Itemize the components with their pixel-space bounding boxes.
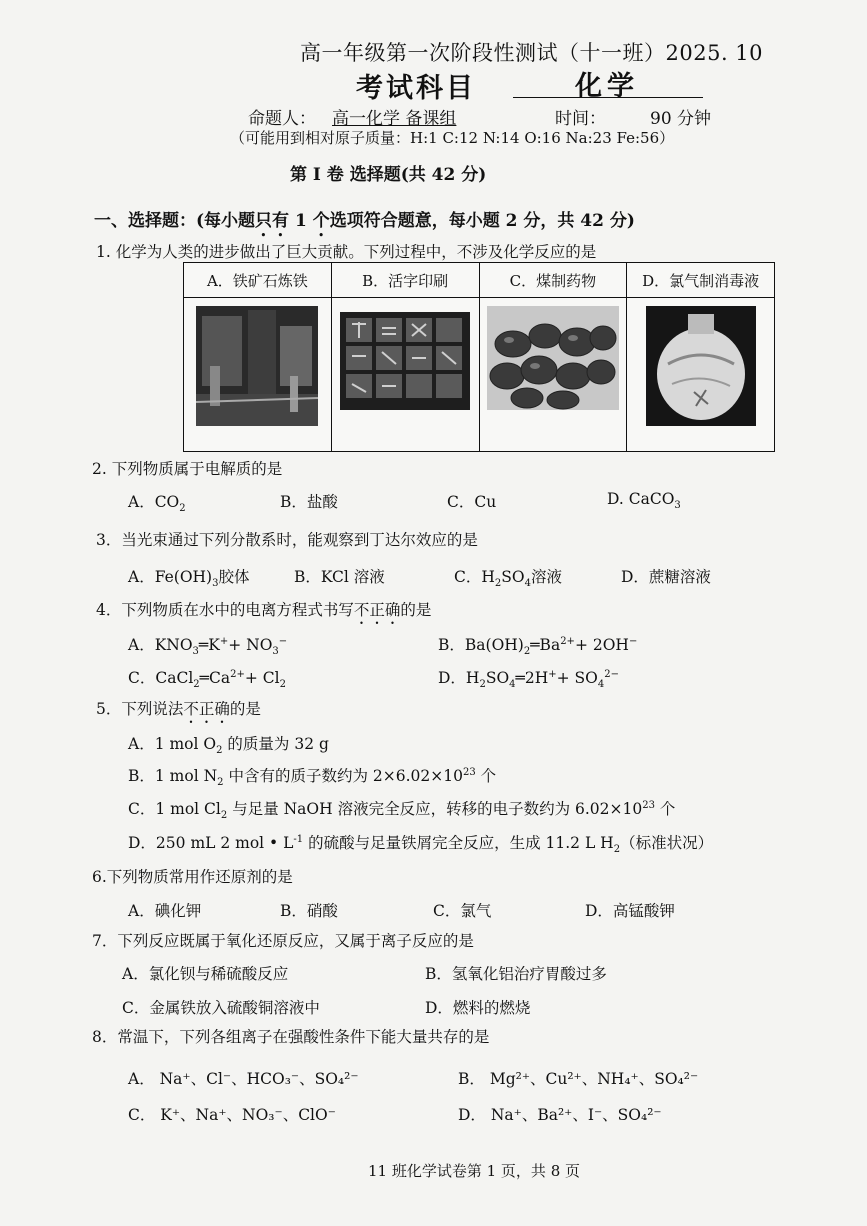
disinfectant-bottle-photo: [646, 306, 756, 426]
q1-option-c[interactable]: [480, 263, 628, 451]
volume-title: 第 I 卷 选择题(共 42 分): [290, 165, 487, 185]
q8-option-a[interactable]: A． Na⁺、Cl⁻、HCO₃⁻、SO₄²⁻: [128, 1070, 359, 1088]
q7-option-c[interactable]: C．金属铁放入硫酸铜溶液中: [122, 999, 320, 1017]
part-heading: 一、选择题：(每小题只有 1 个选项符合题意，每小题 2 分，共 42 分): [94, 211, 635, 231]
q7-option-d[interactable]: D．燃料的燃烧: [425, 999, 531, 1017]
q5-option-c[interactable]: C．1 mol $Cl_2$ 与足量 NaOH 溶液完全反应，转移的电子数约为 $6.02\times 10^{23}$ 个: [128, 799, 676, 822]
q2-option-d[interactable]: D. CaCO$_3$: [607, 490, 681, 512]
q2-option-a[interactable]: A．$CO_2$: [128, 493, 186, 515]
q4-option-b[interactable]: B．$Ba(OH)_2═Ba^{2+}+ 2OH^-$: [438, 635, 638, 658]
author-name: 高一化学 备课组: [332, 109, 457, 129]
iron-smelting-photo: [196, 306, 318, 426]
q1-option-a-label: A．铁矿石炼铁: [184, 263, 331, 298]
q8-option-b[interactable]: B． Mg²⁺、Cu²⁺、NH₄⁺、SO₄²⁻: [458, 1070, 699, 1088]
q1-option-d[interactable]: [627, 263, 774, 451]
q6-option-a[interactable]: A．碘化钾: [128, 902, 202, 920]
q7-option-b[interactable]: B．氢氧化铝治疗胃酸过多: [425, 965, 607, 983]
atomic-masses: （可能用到相对原子质量：H:1 C:12 N:14 O:16 Na:23 Fe:56）: [230, 129, 675, 147]
subject-underline: [513, 97, 703, 98]
coal-photo: [487, 306, 619, 410]
time-label: 时间：: [555, 109, 606, 129]
question-5-stem: 5．下列说法不正确的是: [96, 700, 261, 718]
q1-option-a[interactable]: [184, 263, 332, 451]
q6-option-b[interactable]: B．硝酸: [280, 902, 338, 920]
q8-option-d[interactable]: D． Na⁺、Ba²⁺、I⁻、SO₄²⁻: [458, 1106, 662, 1124]
author-label: 命题人：: [248, 109, 316, 129]
q4-option-c[interactable]: C．$CaCl_2═Ca^{2+}+ Cl_2$: [128, 668, 286, 691]
q1-option-b[interactable]: [332, 263, 480, 451]
q7-option-a[interactable]: A．氯化钡与稀硫酸反应: [122, 965, 289, 983]
q8-option-c[interactable]: C． K⁺、Na⁺、NO₃⁻、ClO⁻: [128, 1106, 336, 1124]
question-1-table: [183, 262, 775, 452]
question-2-stem: 2. 下列物质属于电解质的是: [92, 460, 283, 478]
q3-option-d[interactable]: D．蔗糖溶液: [621, 568, 711, 586]
q2-option-b[interactable]: B．盐酸: [280, 493, 338, 511]
question-4-stem: 4．下列物质在水中的电离方程式书写不正确的是: [96, 601, 432, 619]
q1-option-c-label: C．煤制药物: [480, 263, 627, 298]
question-3-stem: 3．当光束通过下列分散系时，能观察到丁达尔效应的是: [96, 531, 478, 549]
q4-option-a[interactable]: A．$KNO_3═K^++ NO_3^-$: [128, 635, 288, 658]
q4-option-d[interactable]: D．$H_2SO_4═2H^++ SO_4^{2-}$: [438, 668, 620, 691]
q3-option-a[interactable]: A．$Fe(OH)_3$胶体: [128, 568, 250, 590]
q1-option-b-label: B．活字印刷: [332, 263, 479, 298]
q1-option-d-label: D．氯气制消毒液: [627, 263, 774, 298]
question-1-stem: 1. 化学为人类的进步做出了巨大贡献。下列过程中，不涉及化学反应的是: [96, 243, 597, 261]
q5-option-d[interactable]: D．250 mL 2 mol • $L^{-1}$ 的硫酸与足量铁屑完全反应，生成 11.2 L $H_2$（标准状况）: [128, 833, 714, 856]
exam-title: 高一年级第一次阶段性测试（十一班）2025. 10: [300, 41, 764, 65]
subject-label: 考试科目: [356, 73, 476, 104]
time-value: 90 分钟: [650, 109, 712, 129]
q2-option-c[interactable]: C．Cu: [447, 493, 497, 511]
q5-option-b[interactable]: B．1 mol $N_2$ 中含有的质子数约为 $2\times 6.02\times 10^{23}$ 个: [128, 766, 497, 789]
movable-type-photo: [340, 306, 470, 416]
q3-option-b[interactable]: B．KCl 溶液: [294, 568, 385, 586]
question-7-stem: 7．下列反应既属于氧化还原反应，又属于离子反应的是: [92, 932, 474, 950]
q5-option-a[interactable]: A．1 mol $O_2$ 的质量为 32 g: [128, 735, 329, 757]
question-6-stem: 6.下列物质常用作还原剂的是: [92, 868, 293, 886]
question-8-stem: 8．常温下，下列各组离子在强酸性条件下能大量共存的是: [92, 1028, 490, 1046]
q3-option-c[interactable]: C．$H_2SO_4$溶液: [454, 568, 562, 590]
q6-option-c[interactable]: C．氯气: [433, 902, 492, 920]
q6-option-d[interactable]: D．高锰酸钾: [585, 902, 675, 920]
subject-name: 化学: [575, 71, 639, 102]
page-footer: 11 班化学试卷第 1 页，共 8 页: [368, 1162, 581, 1180]
